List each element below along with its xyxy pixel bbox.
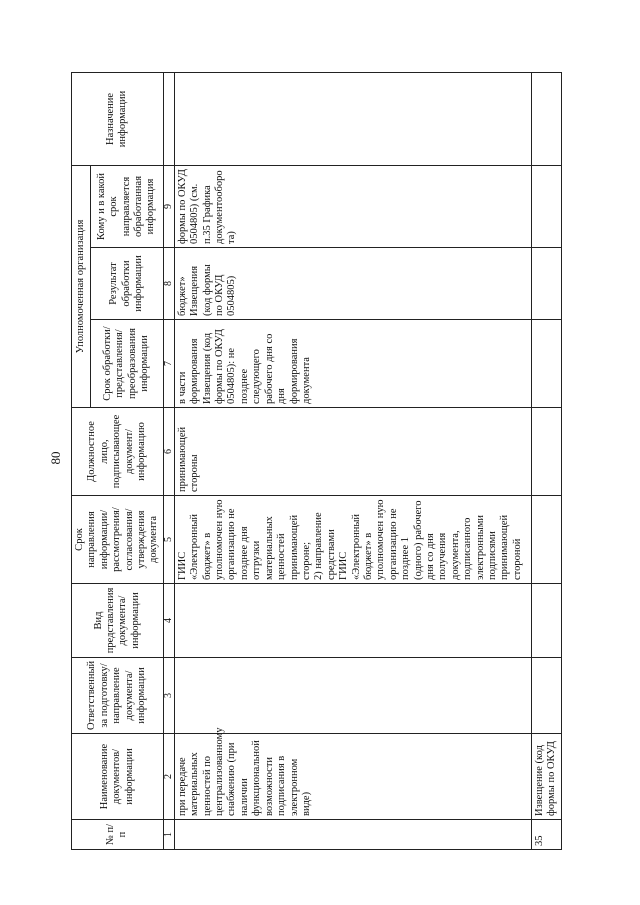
header-responsible: Ответственный за подготовку/ направление документа/ информации	[72, 658, 164, 734]
header-presentation-type: Вид представления документа/ информации	[72, 584, 164, 658]
presentation-type-cell	[531, 584, 561, 658]
column-number: 4	[163, 584, 174, 658]
processing-result-cell	[531, 248, 561, 320]
header-processing-deadline: Срок обработки/ представления/ преобразования информации	[90, 320, 163, 408]
processing-result-cell: бюджет» Извещения (код формы по ОКУД 0504805)	[174, 248, 531, 320]
header-document-name: Наименование документов/ информации	[72, 734, 164, 820]
document-name-cell: Извещение (код формы по ОКУД	[531, 734, 561, 820]
header-row-1	[72, 72, 91, 849]
page-number: 80	[48, 451, 63, 465]
column-number: 7	[163, 320, 174, 408]
responsible-cell	[531, 658, 561, 734]
processing-deadline-cell: в части формирования Извещения (код формы по ОКУД 0504805): не позднее следующего рабочего дня со дня формирования документа	[174, 320, 531, 408]
send-deadline-cell: ГИИС «Электронный бюджет» в уполномочен ную организацию не позднее дня отгрузки материальных ценностей принимающей стороне; 2) направление средствами ГИИС «Электронный бюджет» в уполномочен ную организацию не позднее 1 (одного) рабочего дня со дня получения документа, подписанного электронными подписями принимающей стороной	[174, 496, 531, 584]
presentation-type-cell	[174, 584, 531, 658]
document-name-cell: при передаче материальных ценностей по централизованному снабжению (при наличии функциональной возможности подписания в электронном виде)	[174, 734, 531, 820]
column-number-row	[163, 72, 174, 849]
header-number: № п/п	[72, 820, 164, 850]
column-number: 6	[163, 408, 174, 496]
signing-official-cell: принимающей стороны	[174, 408, 531, 496]
recipient-cell: формы по ОКУД 0504805) (см. п.35 Графика документооборо та)	[174, 165, 531, 247]
header-purpose: Назначение информации	[72, 72, 164, 165]
column-number: 5	[163, 496, 174, 584]
purpose-cell	[531, 72, 561, 165]
table-row	[174, 72, 531, 849]
processing-deadline-cell	[531, 320, 561, 408]
header-signing-official: Должностное лицо, подписывающее документ/ информацию	[72, 408, 164, 496]
document-flow-table	[71, 72, 562, 850]
row-number	[174, 820, 531, 850]
rotated-table-wrapper	[71, 73, 576, 850]
row-number: 35	[531, 820, 561, 850]
responsible-cell	[174, 658, 531, 734]
header-authorized-organization: Уполномоченная организация	[72, 165, 91, 407]
column-number: 1	[163, 820, 174, 850]
signing-official-cell	[531, 408, 561, 496]
recipient-cell	[531, 165, 561, 247]
column-number	[163, 72, 174, 165]
purpose-cell	[174, 72, 531, 165]
header-recipient: Кому и в какой срок направляется обработанная информация	[90, 165, 163, 247]
table-row	[531, 72, 561, 849]
column-number: 8	[163, 248, 174, 320]
column-number: 3	[163, 658, 174, 734]
send-deadline-cell	[531, 496, 561, 584]
header-send-deadline: Срок направления информации/ рассмотрения/ согласования/ утверждения документа	[72, 496, 164, 584]
header-processing-result: Результат обработки информации	[90, 248, 163, 320]
column-number: 9	[163, 165, 174, 247]
column-number: 2	[163, 734, 174, 820]
